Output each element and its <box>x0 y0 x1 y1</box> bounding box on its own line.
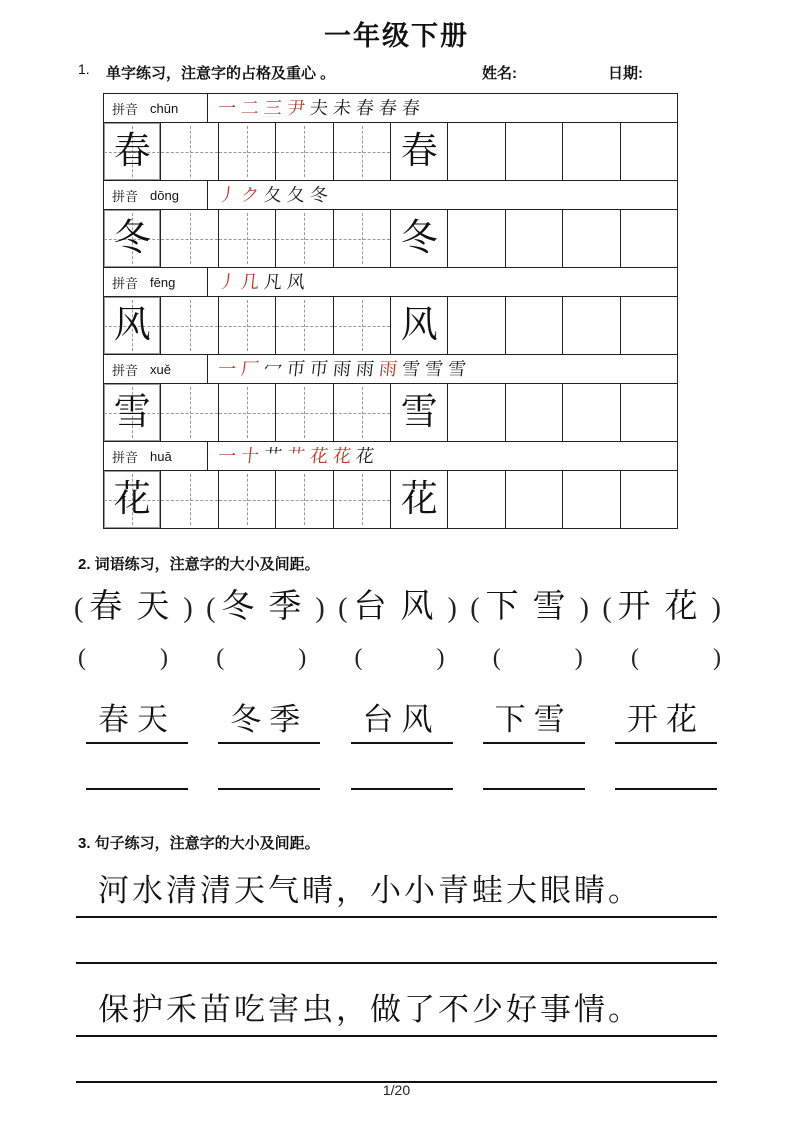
close-paren: ) <box>298 644 307 671</box>
stroke-glyph: 帀 <box>285 359 307 379</box>
stroke-glyph: 二 <box>239 98 261 118</box>
stroke-glyph: 丿 <box>216 272 238 292</box>
pinyin-cell <box>104 442 208 470</box>
stroke-order-sequence <box>208 181 677 209</box>
model-cell <box>391 384 448 441</box>
open-paren: ( <box>492 644 501 671</box>
practice-cell[interactable] <box>334 297 391 354</box>
practice-grid-row <box>104 384 677 442</box>
blank-paren-field[interactable] <box>216 645 306 672</box>
pinyin-value: chūn <box>150 100 179 116</box>
pinyin-value: dōng <box>150 187 179 203</box>
pinyin-cell <box>104 181 208 209</box>
stroke-order-sequence <box>208 442 677 470</box>
practice-cell[interactable] <box>448 384 505 441</box>
blank-sentence-line-field[interactable] <box>76 962 717 964</box>
character-block <box>104 355 677 442</box>
model-cell <box>391 297 448 354</box>
practice-cell[interactable] <box>448 210 505 267</box>
page-number: 1/20 <box>382 1082 411 1098</box>
paren-word <box>470 586 589 629</box>
stroke-glyph: 一 <box>216 98 238 118</box>
close-paren: ) <box>579 593 589 624</box>
model-character: 冬 <box>400 218 438 259</box>
section1-number: 1. <box>78 61 90 77</box>
practice-grid-row <box>104 210 677 268</box>
practice-cell[interactable] <box>219 384 276 441</box>
stroke-glyph: 十 <box>239 446 261 466</box>
blank-paren-field[interactable] <box>355 645 445 672</box>
model-cell <box>391 471 448 528</box>
character-practice-table <box>103 93 678 529</box>
stroke-glyph: 丿 <box>216 185 238 205</box>
pinyin-row <box>104 355 677 384</box>
model-character: 风 <box>113 305 151 346</box>
pinyin-value: xuě <box>150 361 171 377</box>
underlined-word: 春天 <box>86 694 188 744</box>
practice-grid-row <box>104 471 677 528</box>
model-character: 雪 <box>113 392 151 433</box>
paren-words-row <box>74 586 721 629</box>
pinyin-value: fēng <box>150 274 176 290</box>
underlined-word: 开花 <box>615 694 717 744</box>
open-paren: ( <box>74 593 84 624</box>
paren-word <box>206 586 325 629</box>
stroke-glyph: 冬 <box>308 185 330 205</box>
pinyin-label: 拼音 <box>112 449 139 465</box>
open-paren: ( <box>470 593 480 624</box>
stroke-glyph: 风 <box>285 272 307 292</box>
blank-word-line-field[interactable] <box>218 762 320 790</box>
page-title: 一年级下册 <box>324 21 469 51</box>
practice-cell[interactable] <box>161 123 218 180</box>
stroke-glyph: 一 <box>216 359 238 379</box>
close-paren: ) <box>447 593 457 624</box>
stroke-glyph: 雨 <box>377 359 399 379</box>
paren-word <box>602 586 721 629</box>
character-block <box>104 181 677 268</box>
blank-word-line-field[interactable] <box>483 762 585 790</box>
stroke-glyph: 冖 <box>262 359 284 379</box>
practice-cell[interactable] <box>276 123 333 180</box>
stroke-glyph: 花 <box>308 446 330 466</box>
practice-cell[interactable] <box>334 471 391 528</box>
practice-cell[interactable] <box>276 210 333 267</box>
stroke-glyph: 夂 <box>285 185 307 205</box>
open-paren: ( <box>78 644 86 671</box>
stroke-glyph: 厂 <box>239 359 261 379</box>
blank-word-line-field[interactable] <box>615 762 717 790</box>
blank-word-lines-row <box>86 762 717 790</box>
character-block <box>104 94 677 181</box>
pinyin-label: 拼音 <box>112 188 139 204</box>
stroke-glyph: 夫 <box>308 98 330 118</box>
stroke-glyph: 尹 <box>285 98 307 118</box>
example-cell <box>104 210 161 267</box>
underlined-word: 台风 <box>351 694 453 744</box>
practice-cell[interactable] <box>334 210 391 267</box>
practice-cell[interactable] <box>563 210 620 267</box>
stroke-glyph: 花 <box>331 446 353 466</box>
close-paren: ) <box>711 593 721 624</box>
model-cell <box>391 210 448 267</box>
open-paren: ( <box>216 644 225 671</box>
blank-paren-field[interactable] <box>631 645 721 672</box>
stroke-glyph: 未 <box>331 98 353 118</box>
practice-cell[interactable] <box>621 210 677 267</box>
stroke-glyph: 帀 <box>308 359 330 379</box>
practice-cell[interactable] <box>161 210 218 267</box>
practice-cell[interactable] <box>621 471 677 528</box>
pinyin-row <box>104 94 677 123</box>
practice-cell[interactable] <box>563 471 620 528</box>
practice-cell[interactable] <box>563 123 620 180</box>
close-paren: ) <box>160 644 168 671</box>
blank-word-line-field[interactable] <box>351 762 453 790</box>
practice-cell[interactable] <box>563 297 620 354</box>
model-character: 春 <box>113 131 151 172</box>
stroke-glyph: 雪 <box>400 359 422 379</box>
underlined-word: 下雪 <box>483 694 585 744</box>
blank-parens-row <box>78 645 721 672</box>
stroke-glyph: ク <box>239 185 261 205</box>
example-cell <box>104 384 161 441</box>
stroke-glyph: 雪 <box>446 359 468 379</box>
stroke-glyph: 三 <box>262 98 284 118</box>
practice-cell[interactable] <box>219 210 276 267</box>
section2-title: 2. 词语练习，注意字的大小及间距。 <box>78 556 320 573</box>
stroke-order-sequence <box>208 268 677 296</box>
practice-cell[interactable] <box>506 123 563 180</box>
example-cell <box>104 471 161 528</box>
stroke-glyph: 雪 <box>423 359 445 379</box>
model-character: 风 <box>400 305 438 346</box>
stroke-glyph: 雨 <box>331 359 353 379</box>
close-paren: ) <box>436 644 445 671</box>
open-paren: ( <box>338 593 348 624</box>
pinyin-label: 拼音 <box>112 362 139 378</box>
word-text: 开花 <box>617 589 712 625</box>
practice-cell[interactable] <box>219 123 276 180</box>
practice-cell[interactable] <box>276 471 333 528</box>
date-label: 日期: <box>608 65 643 82</box>
blank-word-line-field[interactable] <box>86 762 188 790</box>
practice-grid-row <box>104 297 677 355</box>
stroke-glyph: 艹 <box>285 446 307 466</box>
open-paren: ( <box>602 593 612 624</box>
example-cell <box>104 297 161 354</box>
close-paren: ) <box>574 644 583 671</box>
practice-grid-row <box>104 123 677 181</box>
practice-cell[interactable] <box>161 297 218 354</box>
pinyin-value: huā <box>150 448 172 464</box>
open-paren: ( <box>354 644 363 671</box>
stroke-glyph: 一 <box>216 446 238 466</box>
blank-paren-field[interactable] <box>78 645 168 672</box>
section1-title: 单字练习，注意字的占格及重心 。 <box>106 65 336 82</box>
stroke-glyph: 春 <box>400 98 422 118</box>
underlined-word: 冬季 <box>218 694 320 744</box>
open-paren: ( <box>631 644 639 671</box>
paren-word <box>338 586 457 629</box>
word-text: 春天 <box>89 589 184 625</box>
stroke-glyph: 夂 <box>262 185 284 205</box>
open-paren: ( <box>206 593 216 624</box>
stroke-glyph: 凡 <box>262 272 284 292</box>
character-block <box>104 442 677 528</box>
stroke-glyph: 艹 <box>262 446 284 466</box>
pinyin-row <box>104 268 677 297</box>
practice-cell[interactable] <box>506 297 563 354</box>
practice-cell[interactable] <box>448 471 505 528</box>
section1-header <box>0 61 793 85</box>
pinyin-cell <box>104 355 208 383</box>
practice-cell[interactable] <box>621 384 677 441</box>
pinyin-cell <box>104 94 208 122</box>
close-paren: ) <box>183 593 193 624</box>
stroke-order-sequence <box>208 355 677 383</box>
stroke-glyph: 春 <box>354 98 376 118</box>
word-text: 冬季 <box>221 589 316 625</box>
practice-cell[interactable] <box>276 297 333 354</box>
model-character: 雪 <box>400 392 438 433</box>
stroke-glyph: 雨 <box>354 359 376 379</box>
model-character: 花 <box>400 479 438 520</box>
word-lines-row <box>86 694 717 744</box>
stroke-glyph: 几 <box>239 272 261 292</box>
practice-cell[interactable] <box>161 471 218 528</box>
stroke-order-sequence <box>208 94 677 122</box>
blank-paren-field[interactable] <box>493 645 583 672</box>
practice-cell[interactable] <box>621 297 677 354</box>
pinyin-row <box>104 181 677 210</box>
word-text: 台风 <box>353 589 448 625</box>
section3-title: 3. 句子练习，注意字的大小及间距。 <box>78 834 320 852</box>
practice-cell[interactable] <box>563 384 620 441</box>
pinyin-row <box>104 442 677 471</box>
practice-cell[interactable] <box>219 471 276 528</box>
name-label: 姓名: <box>482 65 517 82</box>
pinyin-label: 拼音 <box>112 275 139 291</box>
practice-cell[interactable] <box>448 297 505 354</box>
practice-cell[interactable] <box>334 123 391 180</box>
practice-cell[interactable] <box>621 123 677 180</box>
model-character: 春 <box>400 131 438 172</box>
character-block <box>104 268 677 355</box>
close-paren: ) <box>713 644 721 671</box>
model-sentence: 保护禾苗吃害虫，做了不少好事情。 <box>76 972 717 1037</box>
pinyin-cell <box>104 268 208 296</box>
pinyin-label: 拼音 <box>112 101 139 117</box>
model-character: 花 <box>113 479 151 520</box>
practice-cell[interactable] <box>506 384 563 441</box>
sentence-practice-area <box>0 853 793 1083</box>
practice-cell[interactable] <box>448 123 505 180</box>
paren-word <box>74 586 193 629</box>
practice-cell[interactable] <box>506 471 563 528</box>
word-text: 下雪 <box>485 589 580 625</box>
practice-cell[interactable] <box>334 384 391 441</box>
model-sentence: 河水清清天气晴，小小青蛙大眼睛。 <box>76 853 717 918</box>
practice-cell[interactable] <box>506 210 563 267</box>
close-paren: ) <box>315 593 325 624</box>
stroke-glyph: 春 <box>377 98 399 118</box>
practice-cell[interactable] <box>276 384 333 441</box>
model-character: 冬 <box>113 218 151 259</box>
model-cell <box>391 123 448 180</box>
practice-cell[interactable] <box>219 297 276 354</box>
stroke-glyph: 花 <box>354 446 376 466</box>
practice-cell[interactable] <box>161 384 218 441</box>
example-cell <box>104 123 161 180</box>
